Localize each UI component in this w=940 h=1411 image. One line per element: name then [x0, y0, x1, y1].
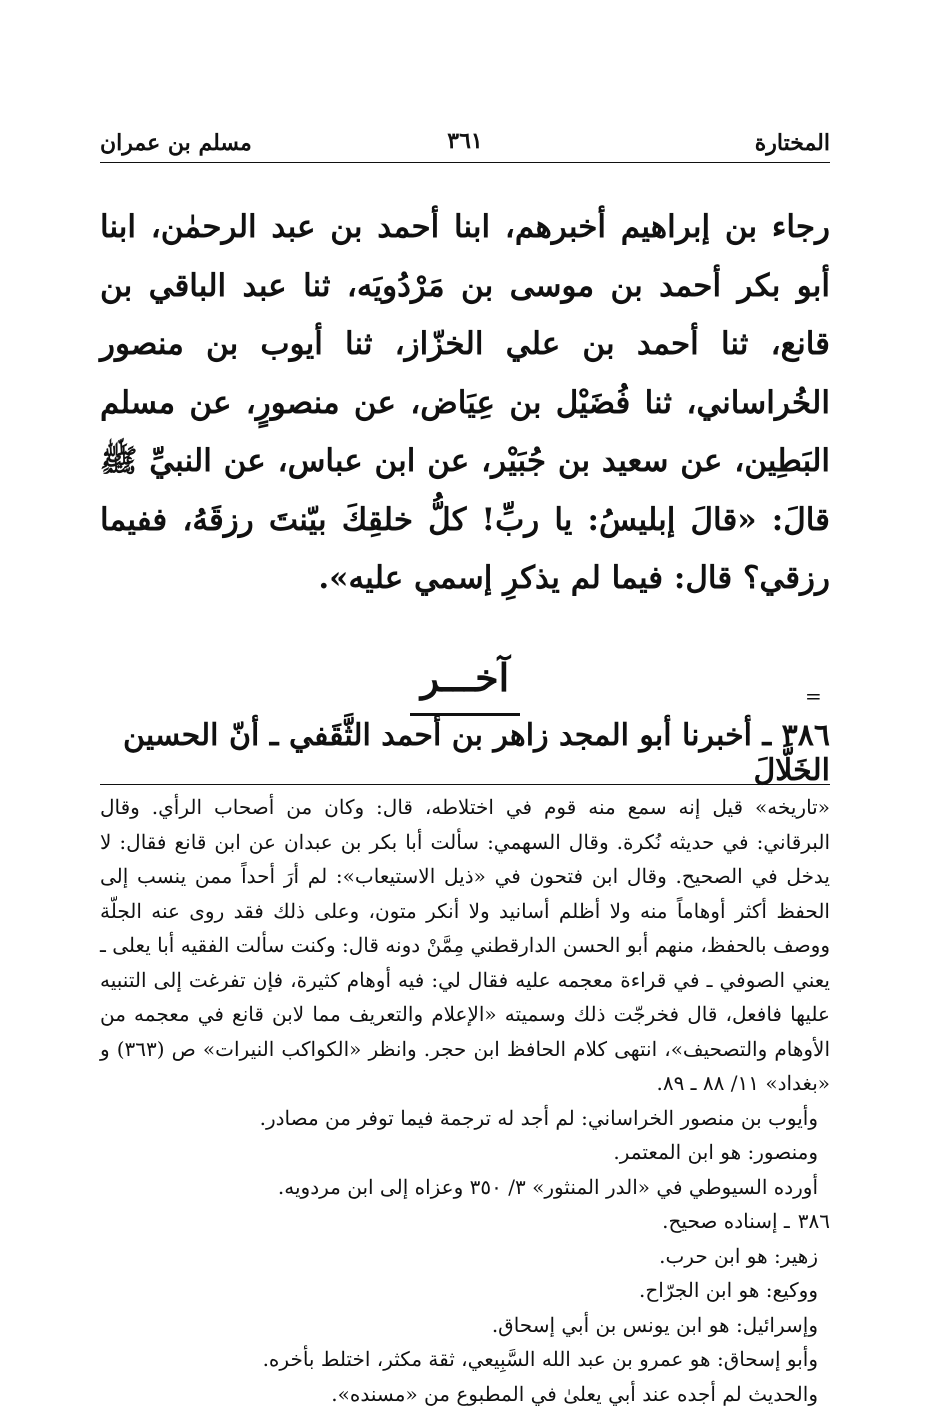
main-text-block — [100, 198, 830, 608]
running-header — [100, 120, 830, 156]
page — [100, 120, 830, 1320]
book-title: المختارة — [755, 130, 830, 156]
footnotes — [100, 790, 830, 1411]
continuation-marker: = — [805, 684, 940, 708]
header-divider — [100, 162, 830, 163]
footnote-divider — [100, 784, 830, 785]
hadith-paragraph: رجاء بن إبراهيم أخبرهم، ابنا أحمد بن عبد الرحمٰن، ابنا أبو بكر أحمد بن موسى بن مَرْدُويَه، ثنا عبد الباقي بن قانع، ثنا أحمد بن علي الخزّاز، ثنا أيوب بن منصور الخُراساني، ثنا فُضَيْل بن عِيَاض، عن منصورٍ، عن مسلم البَطِين، عن سعيد بن جُبَيْر، عن ابن عباس، عن النبيِّ ﷺ قالَ: «قالَ إبليسُ: يا ربِّ! كلُّ خلقِكَ بيّنتَ رزقَهُ، ففيما رزقي؟ قال: فيما لم يذكرِ إسمي عليه». — [100, 198, 830, 608]
footnote-line: وأبو إسحاق: هو عمرو بن عبد الله السَّبِيعي، ثقة مكثر، اختلط بأخره. — [100, 1342, 830, 1377]
footnote-line: والحديث لم أجده عند أبي يعلىٰ في المطبوع من «مسنده». — [100, 1377, 830, 1411]
hadith-entry-386: ٣٨٦ ـ أخبرنا أبو المجد زاهر بن أحمد الثَّقَفي ـ أنّ الحسين الخَلَّالَ — [100, 718, 830, 788]
footnote-386 — [100, 1204, 830, 1239]
footnote-line: ووكيع: هو ابن الجرّاح. — [100, 1273, 830, 1308]
footnote-line: وأيوب بن منصور الخراساني: لم أجد له ترجمة فيما توفر من مصادر. — [100, 1101, 830, 1136]
footnote-line: وإسرائيل: هو ابن يونس بن أبي إسحاق. — [100, 1308, 830, 1343]
footnote-number: ٣٨٦ — [798, 1204, 830, 1239]
footnote-386-text: ـ إسناده صحيح. — [662, 1209, 790, 1233]
footnote-line: أورده السيوطي في «الدر المنثور» ٣/ ٣٥٠ وعزاه إلى ابن مردويه. — [100, 1170, 830, 1205]
section-heading: آخـــر — [100, 655, 830, 700]
chapter-name: مسلم بن عمران — [100, 130, 252, 156]
page-number: ٣٦١ — [100, 128, 830, 154]
footnote-line: ومنصور: هو ابن المعتمر. — [100, 1135, 830, 1170]
footnote-continuation: «تاريخه» قيل إنه سمع منه قوم في اختلاطه، قال: وكان من أصحاب الرأي. وقال البرقاني: في حديثه نُكرة. وقال السهمي: سألت أبا بكر بن عبدان عن ابن قانع فقال: لا يدخل في الصحيح. وقال ابن فتحون في «ذيل الاستيعاب»: لم أرَ أحداً ممن ينسب إلى الحفظ أكثر أوهاماً منه ولا أظلم أسانيد ولا أنكر متون، وعلى ذلك فقد روى عنه الجلّة ووصف بالحفظ، منهم أبو الحسن الدارقطني مِمَّنْ دونه قال: وكنت سألت الفقيه أبا يعلى ـ يعني الصوفي ـ في قراءة معجمه عليه فقال لي: فيه أوهام كثيرة، فإن تفرغت إلى التنبيه عليها فافعل، قال فخرجّت ذلك وسميته «الإعلام والتعريف مما لابن قانع في معجمه من الأوهام والتصحيف»، انتهى كلام الحافظ ابن حجر. وانظر «الكواكب النيرات» ص (٣٦٣) و «بغداد» ١١/ ٨٨ ـ ٨٩. — [100, 790, 830, 1101]
footnote-line: زهير: هو ابن حرب. — [100, 1239, 830, 1274]
heading-underline — [410, 713, 520, 716]
